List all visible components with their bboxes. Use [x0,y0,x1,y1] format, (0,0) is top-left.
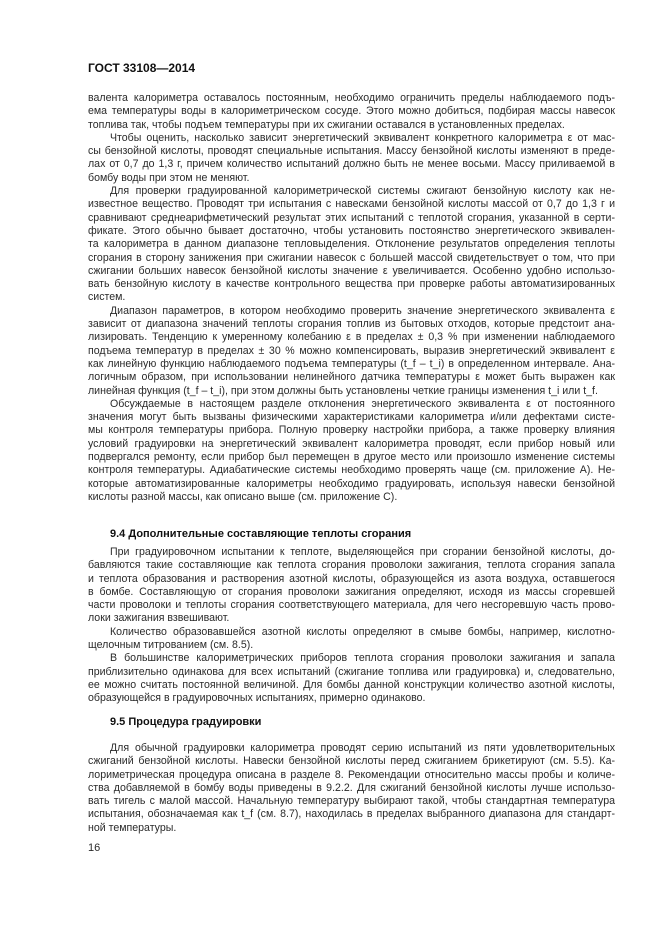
text-line: ной температуры. [88,821,177,834]
text-line: Для проверки градуированной калориметрической системы сжигают бензойную кислоту как не- [110,185,615,198]
text-line: ее можно считать постоянной величиной. Для бомбы данной конструкции количество азотной кислоты, [88,678,615,691]
text-line: зависит от диапазона значений теплоты сгорания топлив из бытовых отходов, которые предстоит ана- [88,318,615,331]
section-heading-9-5: 9.5 Процедура градуировки [110,716,262,728]
text-line: испытания, обозначаемая как t_f (см. 8.7), находилась в пределах выбранного диапазона для стандарт- [88,808,615,821]
text-line: ема температуры воды в калориметрическом сосуде. Этого можно добиться, подбирая массы навесок [88,105,615,118]
text-line: При градуировочном испытании к теплоте, выделяющейся при сгорании бензойной кислоты, до- [110,546,615,558]
text-line: Чтобы оценить, насколько зависит энергетический эквивалент конкретного калориметра ε от мас- [110,131,615,144]
text-line: систем. [88,291,126,304]
text-line: локи зажигания взвешивают. [88,612,230,625]
text-line: мы контроля температуры прибора. Полную проверку настройки прибора, а также проверку влияния [88,424,615,437]
text-line: образующейся в градуировочных испытаниях, примерно одинаково. [88,692,426,705]
text-line: та калориметра в данном диапазоне тепловыделения. Отклонение результатов определения теплоты [88,238,615,251]
text-line: сжиганий бензойной кислоты. Навески бензойной кислоты перед сжиганием брикетируют (см. 5.5). Ка- [88,755,615,768]
text-line: которые автоматизированные калориметры необходимо градуировать, используя навески бензойной [88,477,615,490]
text-line: части проволоки и теплоты сгорания соответствующего материала, для чего несгоревшую часть прово- [88,599,615,612]
text-line: известное вещество. Проводят три испытания с навесками бензойной кислоты массой от 0,7 до 1,3 г и [88,198,615,211]
page-number: 16 [88,842,101,854]
paragraph [88,742,615,835]
paragraph [88,132,615,185]
text-line: сгорания в сторону занижения при сжигании навесок с большей массой свидетельствует о том, что при [88,251,615,264]
text-line: значения могут быть вызваны физическими характеристиками калориметра и/или дефектами систе- [88,411,615,424]
text-line: Количество образовавшейся азотной кислоты определяют в смыве бомбы, например, кислотно- [110,625,615,638]
text-line: в бомбе. Составляющую от сгорания проволоки зажигания определяют, исходя из массы сгоревшей [88,585,615,598]
text-line: лориметрическая процедура описана в разделе 8. Рекомендации относительно массы пробы и количе- [88,768,615,781]
paragraph [88,92,615,132]
text-line: подъема температур в пределах ± 30 % можно компенсировать, выразив энергетический эквивалент ε [88,344,615,357]
text-line: приблизительно одинакова для всех испытаний (сжигание топлива или градуировка) и, следовательно, [88,665,615,678]
text-line: сжигании больших навесок бензойной кислоты значение ε увеличивается. Особенно удобно использо- [88,264,615,277]
text-line: Обсуждаемые в настоящем разделе отклонения энергетического эквивалента ε от постоянного [110,397,615,410]
text-line: условий градуировки на энергетический эквивалент калориметра проводят, если прибор новый или [88,437,615,450]
text-line: сравнивают среднеарифметический результат этих испытаний с теплотой сгорания, указанной в серти- [88,211,615,224]
document-header: ГОСТ 33108—2014 [88,61,196,75]
text-line: лизировать. Тенденцию к умеренному колебанию ε в пределах ± 0,3 % при изменении наблюдаемого [88,331,615,344]
text-line: топлива так, чтобы подъем температуры при их сжигании оставался в установленных пределах. [88,118,565,131]
paragraph [88,185,615,305]
paragraph [88,652,615,705]
text-line: лах от 0,7 до 1,3 г, причем количество испытаний должно быть не менее восьми. Массу приливаемой в [88,158,615,171]
text-line: ства добавляемой в бомбу воды приведены в 9.2.2. Для сжиганий бензойной кислоты лучше использо- [88,781,615,794]
text-line: фикате. Этого обычно бывает достаточно, чтобы установить постоянство энергетического эквивален- [88,224,615,237]
text-line: контроля температуры. Адиабатические системы необходимо проверять чаще (см. приложение А). Не- [88,464,615,477]
text-line: кислоты разной массы, как описано выше (см. приложение С). [88,490,398,503]
section-body [88,92,615,504]
text-line: вать тигель с малой массой. Начальную температуру выбирают такой, чтобы стандартная температура [88,795,615,808]
paragraph [88,305,615,398]
text-line: линейная функция (t_f – t_i), при этом должны быть установлены четкие границы изменения t_i или t_f. [88,384,598,397]
text-line: Диапазон параметров, в котором необходимо проверить значение энергетического эквивалента ε [110,304,615,317]
text-line: В большинстве калориметрических приборов теплота сгорания проволоки зажигания и запала [110,652,615,665]
text-line: вать бензойную кислоту в качестве контрольного вещества при проверке работы автоматизированных [88,278,615,291]
text-line: подвергался ремонту, если прибор был перемещен в другое место или произошло изменение системы [88,451,615,464]
text-line: и теплота образования и растворения азотной кислоты, образующейся из азота воздуха, оставшегося [88,572,615,585]
text-line: сы бензойной кислоты, проводят специальные испытания. Массу бензойной кислоты изменяют в преде- [88,145,615,158]
text-line: как линейную функцию наблюдаемого подъема температуры (t_f – t_i) в определенном интервале. Ана- [88,357,615,370]
section-9-4-body [88,546,615,706]
text-line: бавляются такие составляющие как теплота сгорания проволоки зажигания, теплота сгорания запала [88,559,615,572]
paragraph [88,626,615,653]
text-line: Для обычной градуировки калориметра проводят серию испытаний из пяти удовлетворительных [110,742,615,754]
text-line: щелочным титрованием (см. 8.5). [88,639,254,652]
section-heading-9-4: 9.4 Дополнительные составляющие теплоты сгорания [110,528,412,540]
paragraph [88,398,615,504]
text-line: логичным образом, при использовании нелинейного датчика температуры ε может быть выражен как [88,371,615,384]
text-line: валента калориметра оставалось постоянным, необходимо ограничить пределы наблюдаемого подъ- [88,92,615,104]
paragraph [88,546,615,626]
text-line: бомбу воды при этом не меняют. [88,171,250,184]
section-9-5-body [88,742,615,835]
